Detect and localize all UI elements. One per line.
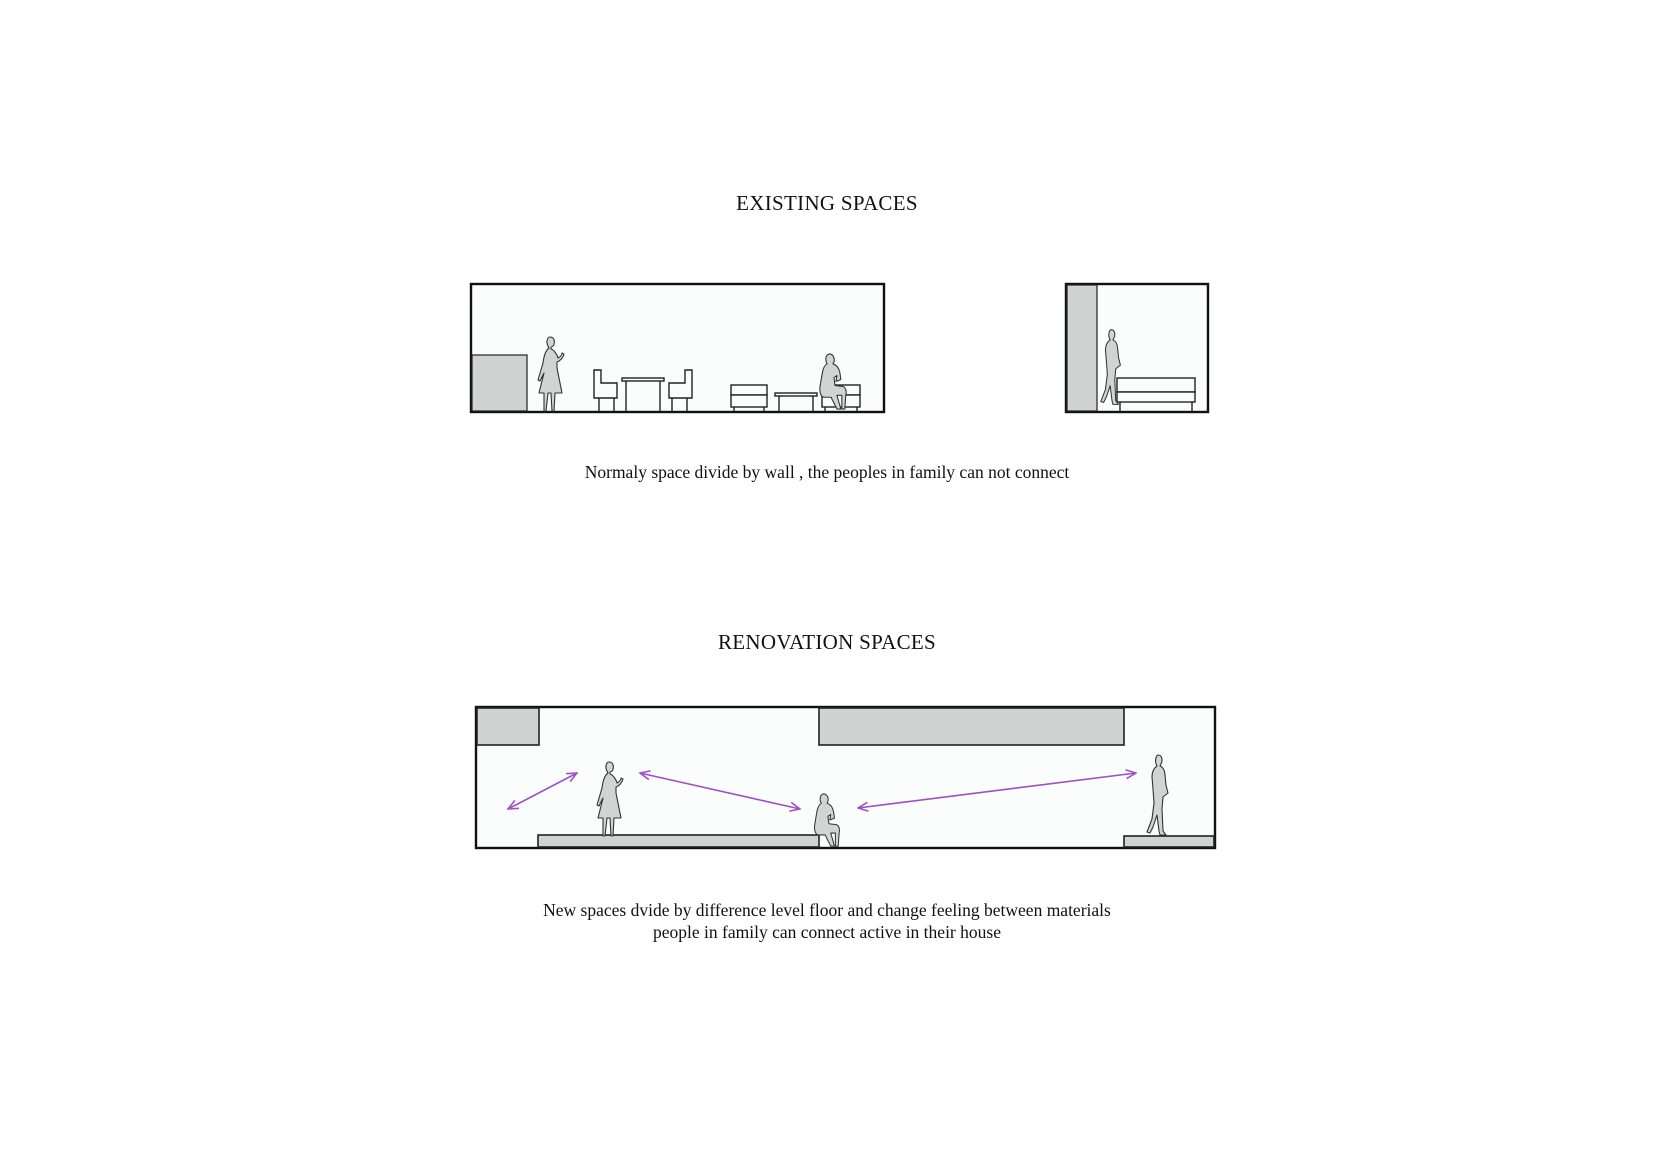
kitchen-counter [472, 355, 527, 411]
caption-line: New spaces dvide by difference level floor and change feeling between materials [543, 900, 1111, 920]
caption-line: people in family can connect active in their house [653, 922, 1001, 942]
raised-floor-left [538, 835, 819, 847]
ceiling-block-center [819, 708, 1124, 745]
renovation-spaces-caption [0, 899, 1654, 943]
existing-room-right [1066, 284, 1208, 412]
renovation-room [476, 707, 1215, 848]
existing-room-left [471, 284, 884, 412]
dividing-wall [1067, 285, 1097, 411]
existing-spaces-caption: Normaly space divide by wall , the peoples in family can not connect [584, 462, 1070, 482]
raised-floor-right [1124, 836, 1214, 847]
renovation-spaces-title: RENOVATION SPACES [717, 630, 937, 654]
existing-spaces-title: EXISTING SPACES [736, 191, 918, 215]
ceiling-block-left [477, 708, 539, 745]
